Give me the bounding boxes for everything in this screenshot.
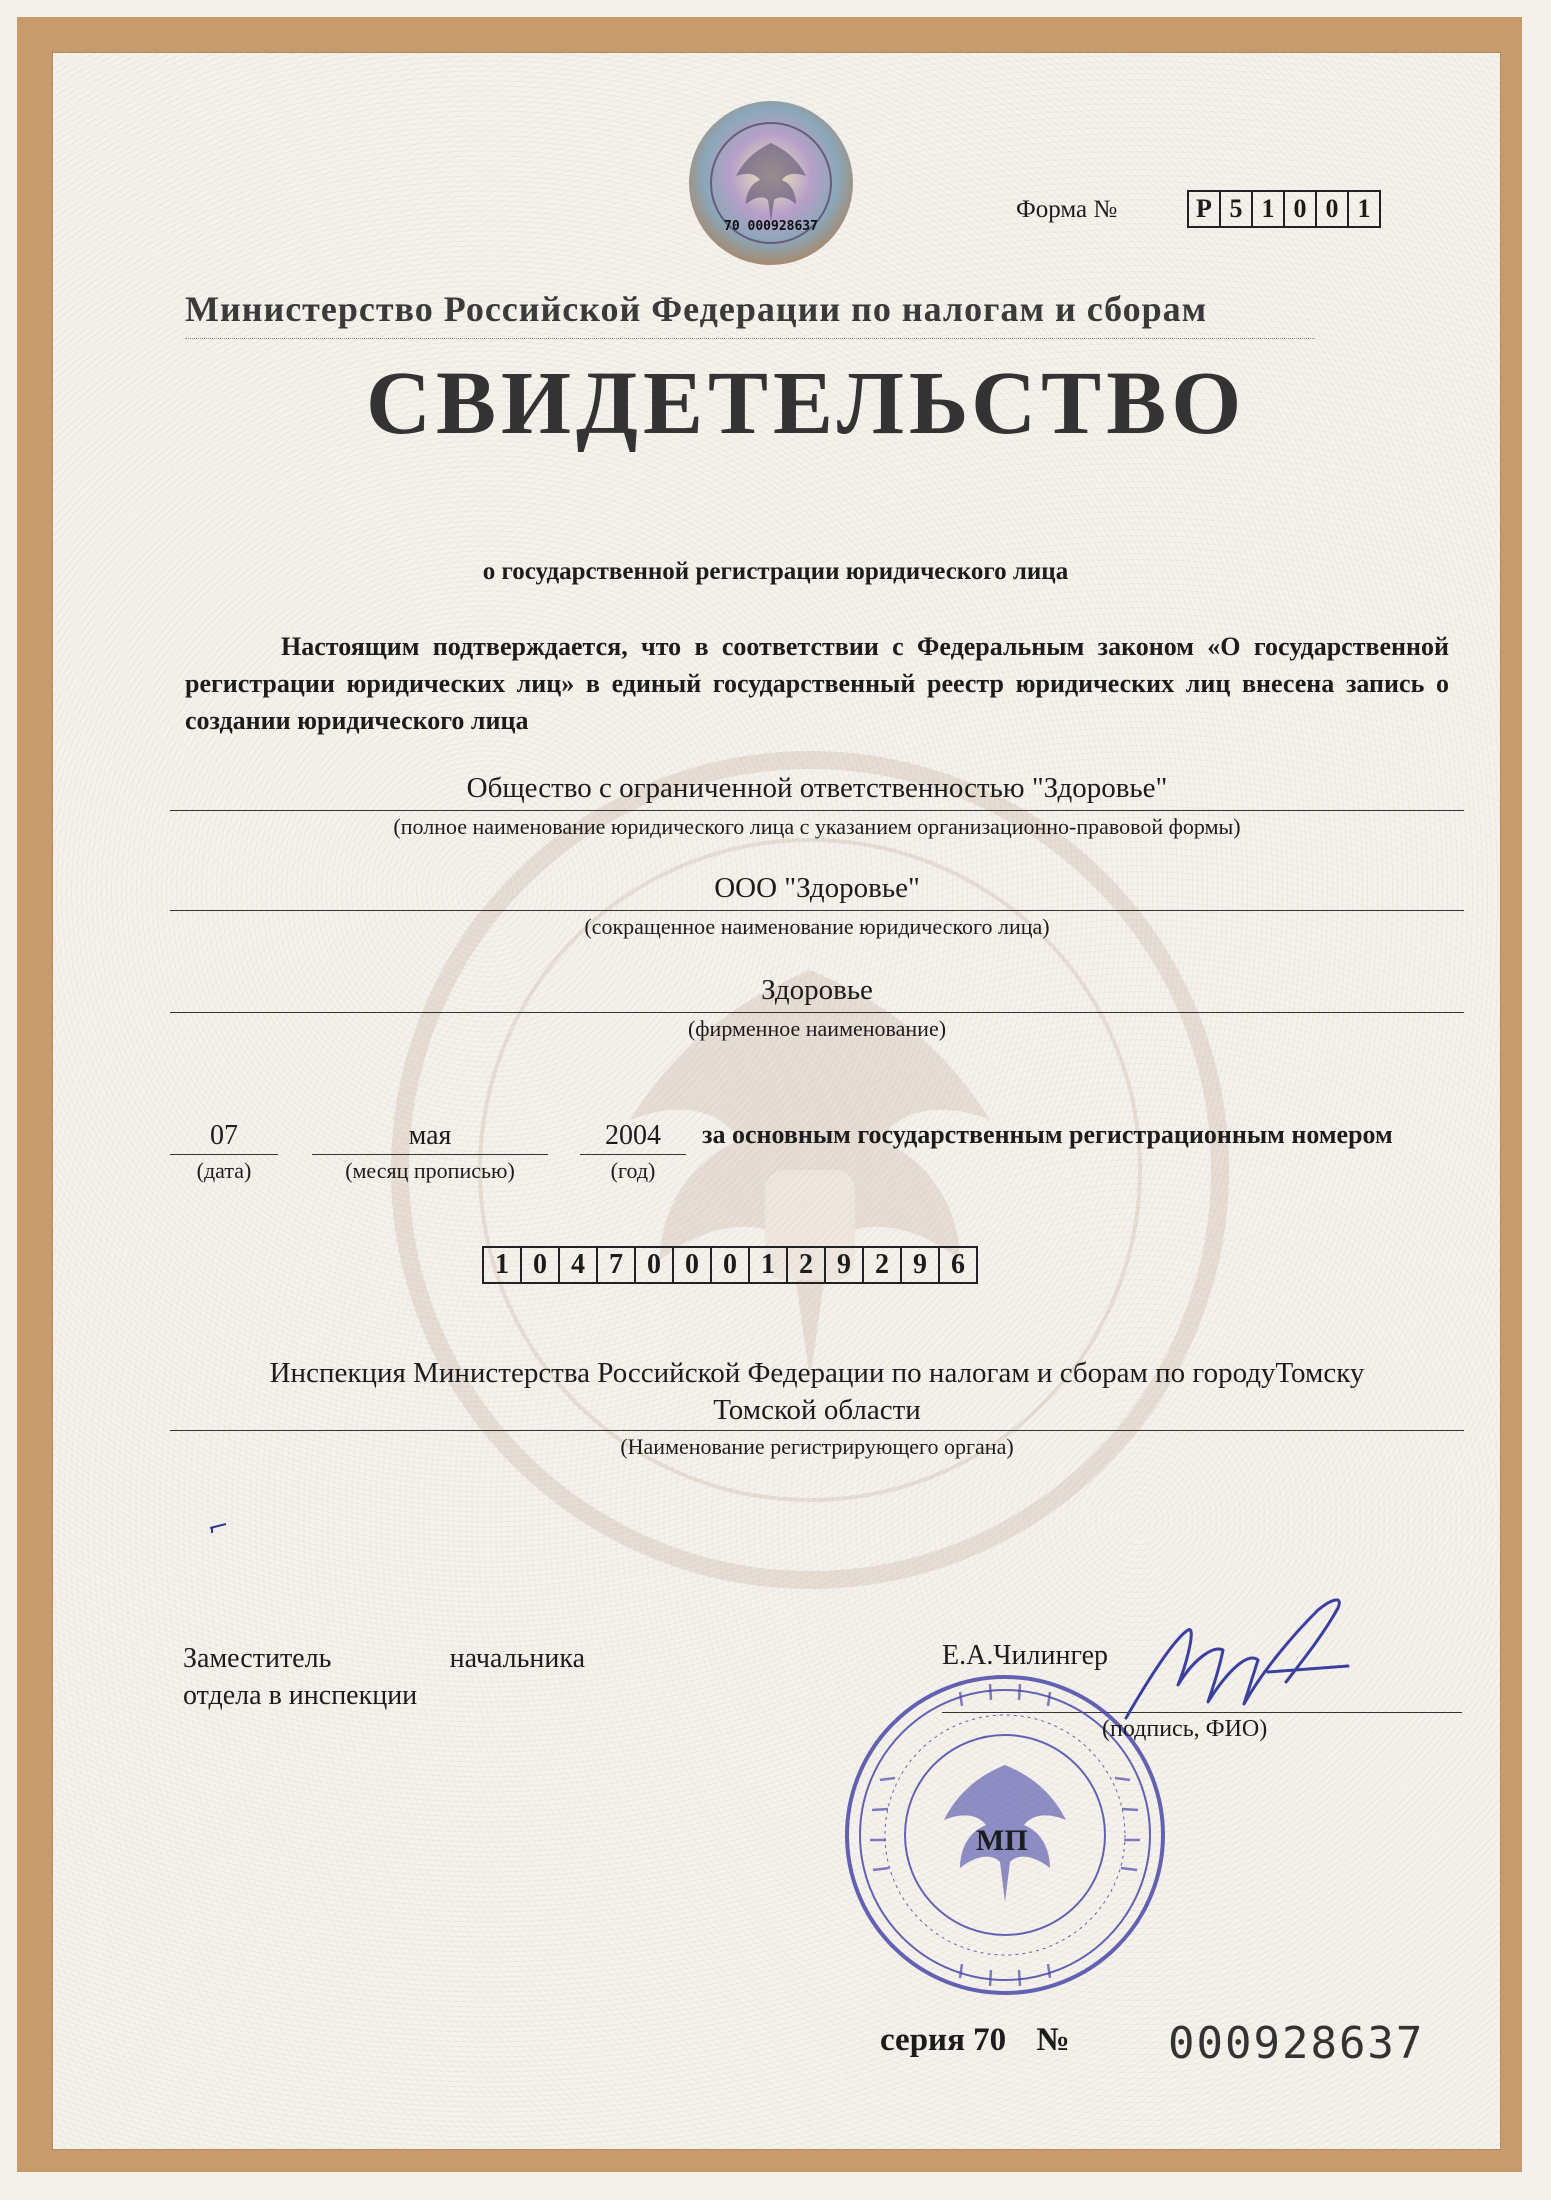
full-name-caption: (полное наименование юридического лица с указанием организационно-правовой формы) — [393, 814, 1241, 839]
ogrn-digit: 9 — [826, 1246, 864, 1284]
form-code-cell: Р — [1187, 190, 1221, 228]
brand-name-line — [170, 1012, 1464, 1013]
form-code — [1187, 190, 1381, 228]
full-name-line — [170, 810, 1464, 811]
date-day-value: 07 — [210, 1120, 238, 1151]
signer-name: Е.А.Чилингер — [942, 1640, 1108, 1671]
ogrn-digit: 1 — [750, 1246, 788, 1284]
form-code-cell: 0 — [1317, 190, 1349, 228]
date-day-caption: (дата) — [196, 1158, 252, 1183]
form-code-cell: 1 — [1349, 190, 1381, 228]
date-year-value: 2004 — [605, 1120, 661, 1151]
certificate-title: СВИДЕТЕЛЬСТВО — [366, 354, 1247, 453]
certificate-subtitle: о государственной регистрации юридического лица — [482, 558, 1069, 585]
organ-line — [170, 1430, 1464, 1431]
ogrn-digit: 0 — [674, 1246, 712, 1284]
ogrn-digit: 7 — [598, 1246, 636, 1284]
form-code-cell: 5 — [1221, 190, 1253, 228]
short-name-caption: (сокращенное наименование юридического лица) — [584, 914, 1050, 939]
brand-name-caption: (фирменное наименование) — [687, 1016, 947, 1041]
ogrn-digit: 4 — [560, 1246, 598, 1284]
ministry-underline — [185, 338, 1315, 339]
ogrn-digit: 0 — [636, 1246, 674, 1284]
series-label — [880, 2022, 1070, 2059]
date-year-line — [580, 1154, 686, 1155]
date-month-line — [312, 1154, 548, 1155]
ogrn-digit: 0 — [712, 1246, 750, 1284]
hologram-number: 70 000928637 — [724, 219, 818, 234]
ogrn-digit: 2 — [864, 1246, 902, 1284]
position-word-1: Заместитель — [183, 1643, 332, 1674]
position-line-2: отдела в инспекции — [183, 1680, 418, 1711]
organ-line-1: Инспекция Министерства Российской Федерации по налогам и сборам по городуТомску — [269, 1357, 1365, 1389]
date-month-value: мая — [408, 1120, 452, 1151]
form-code-cell: 1 — [1253, 190, 1285, 228]
official-position — [183, 1640, 585, 1714]
short-name-value: ООО "Здоровье" — [714, 872, 920, 904]
date-year-caption: (год) — [610, 1158, 656, 1183]
brand-name-value: Здоровье — [761, 974, 873, 1006]
ogrn-digit: 9 — [902, 1246, 940, 1284]
date-month-caption: (месяц прописью) — [345, 1158, 515, 1183]
number-sign: № — [1036, 2022, 1070, 2058]
series-value: 70 — [973, 2022, 1007, 2058]
form-label: Форма № — [1016, 196, 1118, 223]
organ-caption: (Наименование регистрирующего органа) — [620, 1434, 1014, 1459]
registering-organ — [170, 1355, 1464, 1429]
serial-number: 000928637 — [1168, 2018, 1425, 2069]
ogrn-digit: 6 — [940, 1246, 978, 1284]
organ-line-2: Томской области — [713, 1394, 921, 1426]
form-code-cell: 0 — [1285, 190, 1317, 228]
signature-caption: (подпись, ФИО) — [1102, 1716, 1268, 1742]
confirmation-paragraph: Настоящим подтверждается, что в соответствии с Федеральным законом «О государственной регистрации юридических лиц» в единый государственный реестр юридических лиц внесена запись о создании юридического лица — [185, 632, 1449, 735]
ogrn-digit: 2 — [788, 1246, 826, 1284]
date-day-line — [170, 1154, 278, 1155]
ogrn-number — [482, 1246, 978, 1284]
pen-mark-icon — [208, 1520, 228, 1534]
short-name-line — [170, 910, 1464, 911]
stamp-place-label: МП — [976, 1824, 1028, 1857]
position-word-2: начальника — [449, 1643, 585, 1674]
ministry-name: Министерство Российской Федерации по налогам и сборам — [185, 289, 1208, 329]
ogrn-label: за основным государственным регистрационным номером — [702, 1120, 1393, 1149]
ogrn-digit: 1 — [482, 1246, 522, 1284]
hologram-seal-icon — [686, 98, 856, 268]
full-name-value: Общество с ограниченной ответственностью "Здоровье" — [466, 772, 1168, 804]
ogrn-digit: 0 — [522, 1246, 560, 1284]
series-word: серия — [880, 2022, 965, 2058]
